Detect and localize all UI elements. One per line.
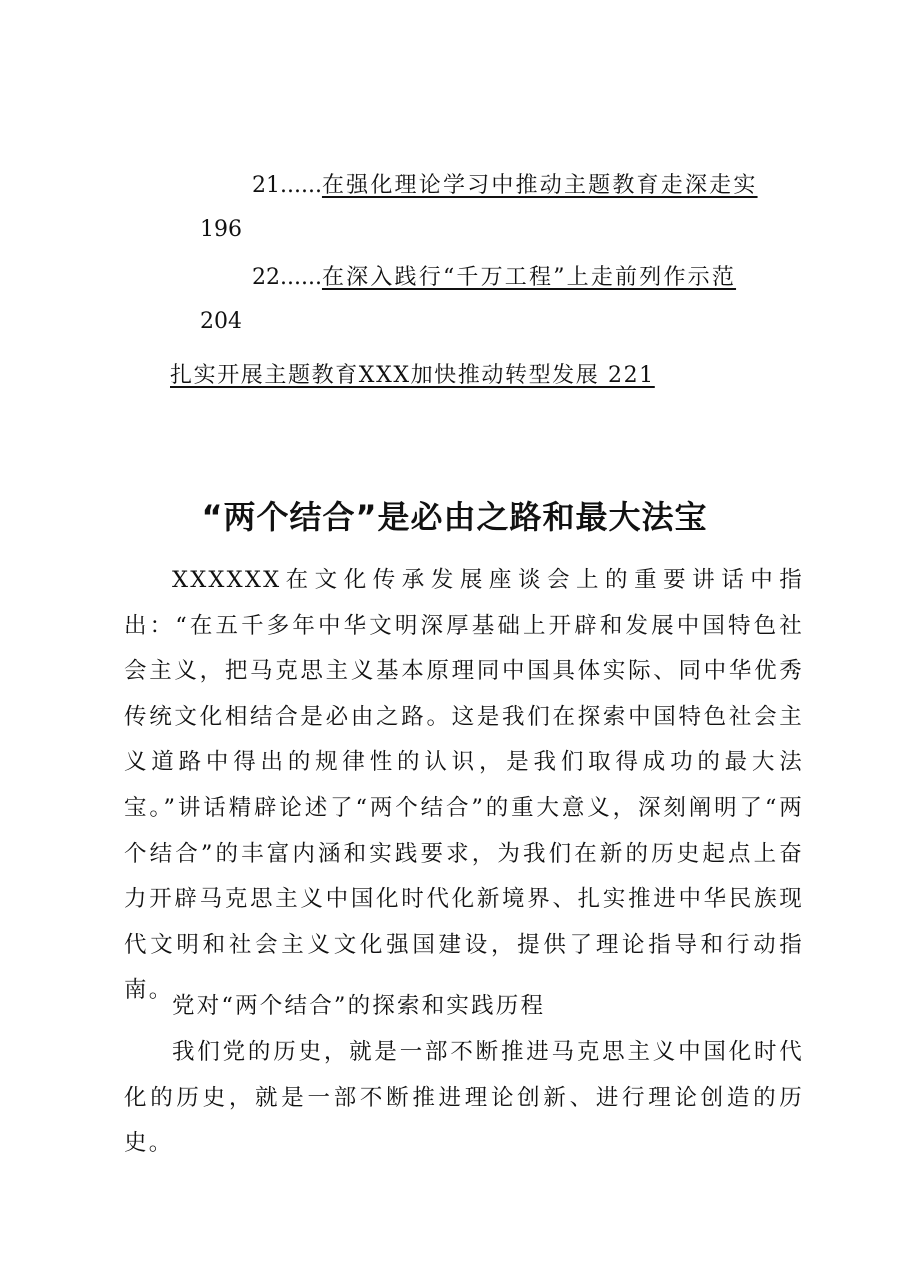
toc-entry-last-link[interactable]: 扎实开展主题教育XXX加快推动转型发展 221 bbox=[170, 363, 655, 388]
toc-entry-21-page-number: 196 bbox=[200, 217, 242, 242]
article-title: “两个结合”是必由之路和最大法宝 bbox=[201, 498, 708, 537]
toc-entry-22-line bbox=[200, 256, 760, 300]
toc-entry-21-line bbox=[200, 164, 760, 208]
toc-entry-21-number: 21...... bbox=[252, 173, 322, 198]
toc-entry-22-page-number: 204 bbox=[200, 309, 242, 334]
toc-entry-21[interactable] bbox=[200, 164, 760, 252]
toc-entry-21-link[interactable]: 在强化理论学习中推动主题教育走深走实 bbox=[321, 173, 758, 198]
article-paragraph-2: 我们党的历史，就是一部不断推进马克思主义中国化时代化的历史，就是一部不断推进理论创新、进行理论创造的历史。 bbox=[124, 1039, 804, 1157]
toc-entry-22-link[interactable]: 在深入践行“千万工程”上走前列作示范 bbox=[321, 265, 737, 290]
toc-entry-22[interactable] bbox=[200, 256, 760, 344]
section-heading: 党对“两个结合”的探索和实践历程 bbox=[172, 993, 546, 1019]
article-paragraph-1: XXXXXX在文化传承发展座谈会上的重要讲话中指出：“在五千多年中华文明深厚基础上开辟和发展中国特色社会主义，把马克思主义基本原理同中国具体实际、同中华优秀传统文化相结合是必由之路。这是我们在探索中国特色社会主义道路中得出的规律性的认识，是我们取得成功的最大法宝。”讲话精辟论述了“两个结合”的重大意义，深刻阐明了“两个结合”的丰富内涵和实践要求，为我们在新的历史起点上奋力开辟马克思主义中国化时代化新境界、扎实推进中华民族现代文明和社会主义文化强国建设，提供了理论指导和行动指南。 bbox=[124, 567, 804, 1004]
toc-entry-22-number: 22...... bbox=[252, 265, 322, 290]
